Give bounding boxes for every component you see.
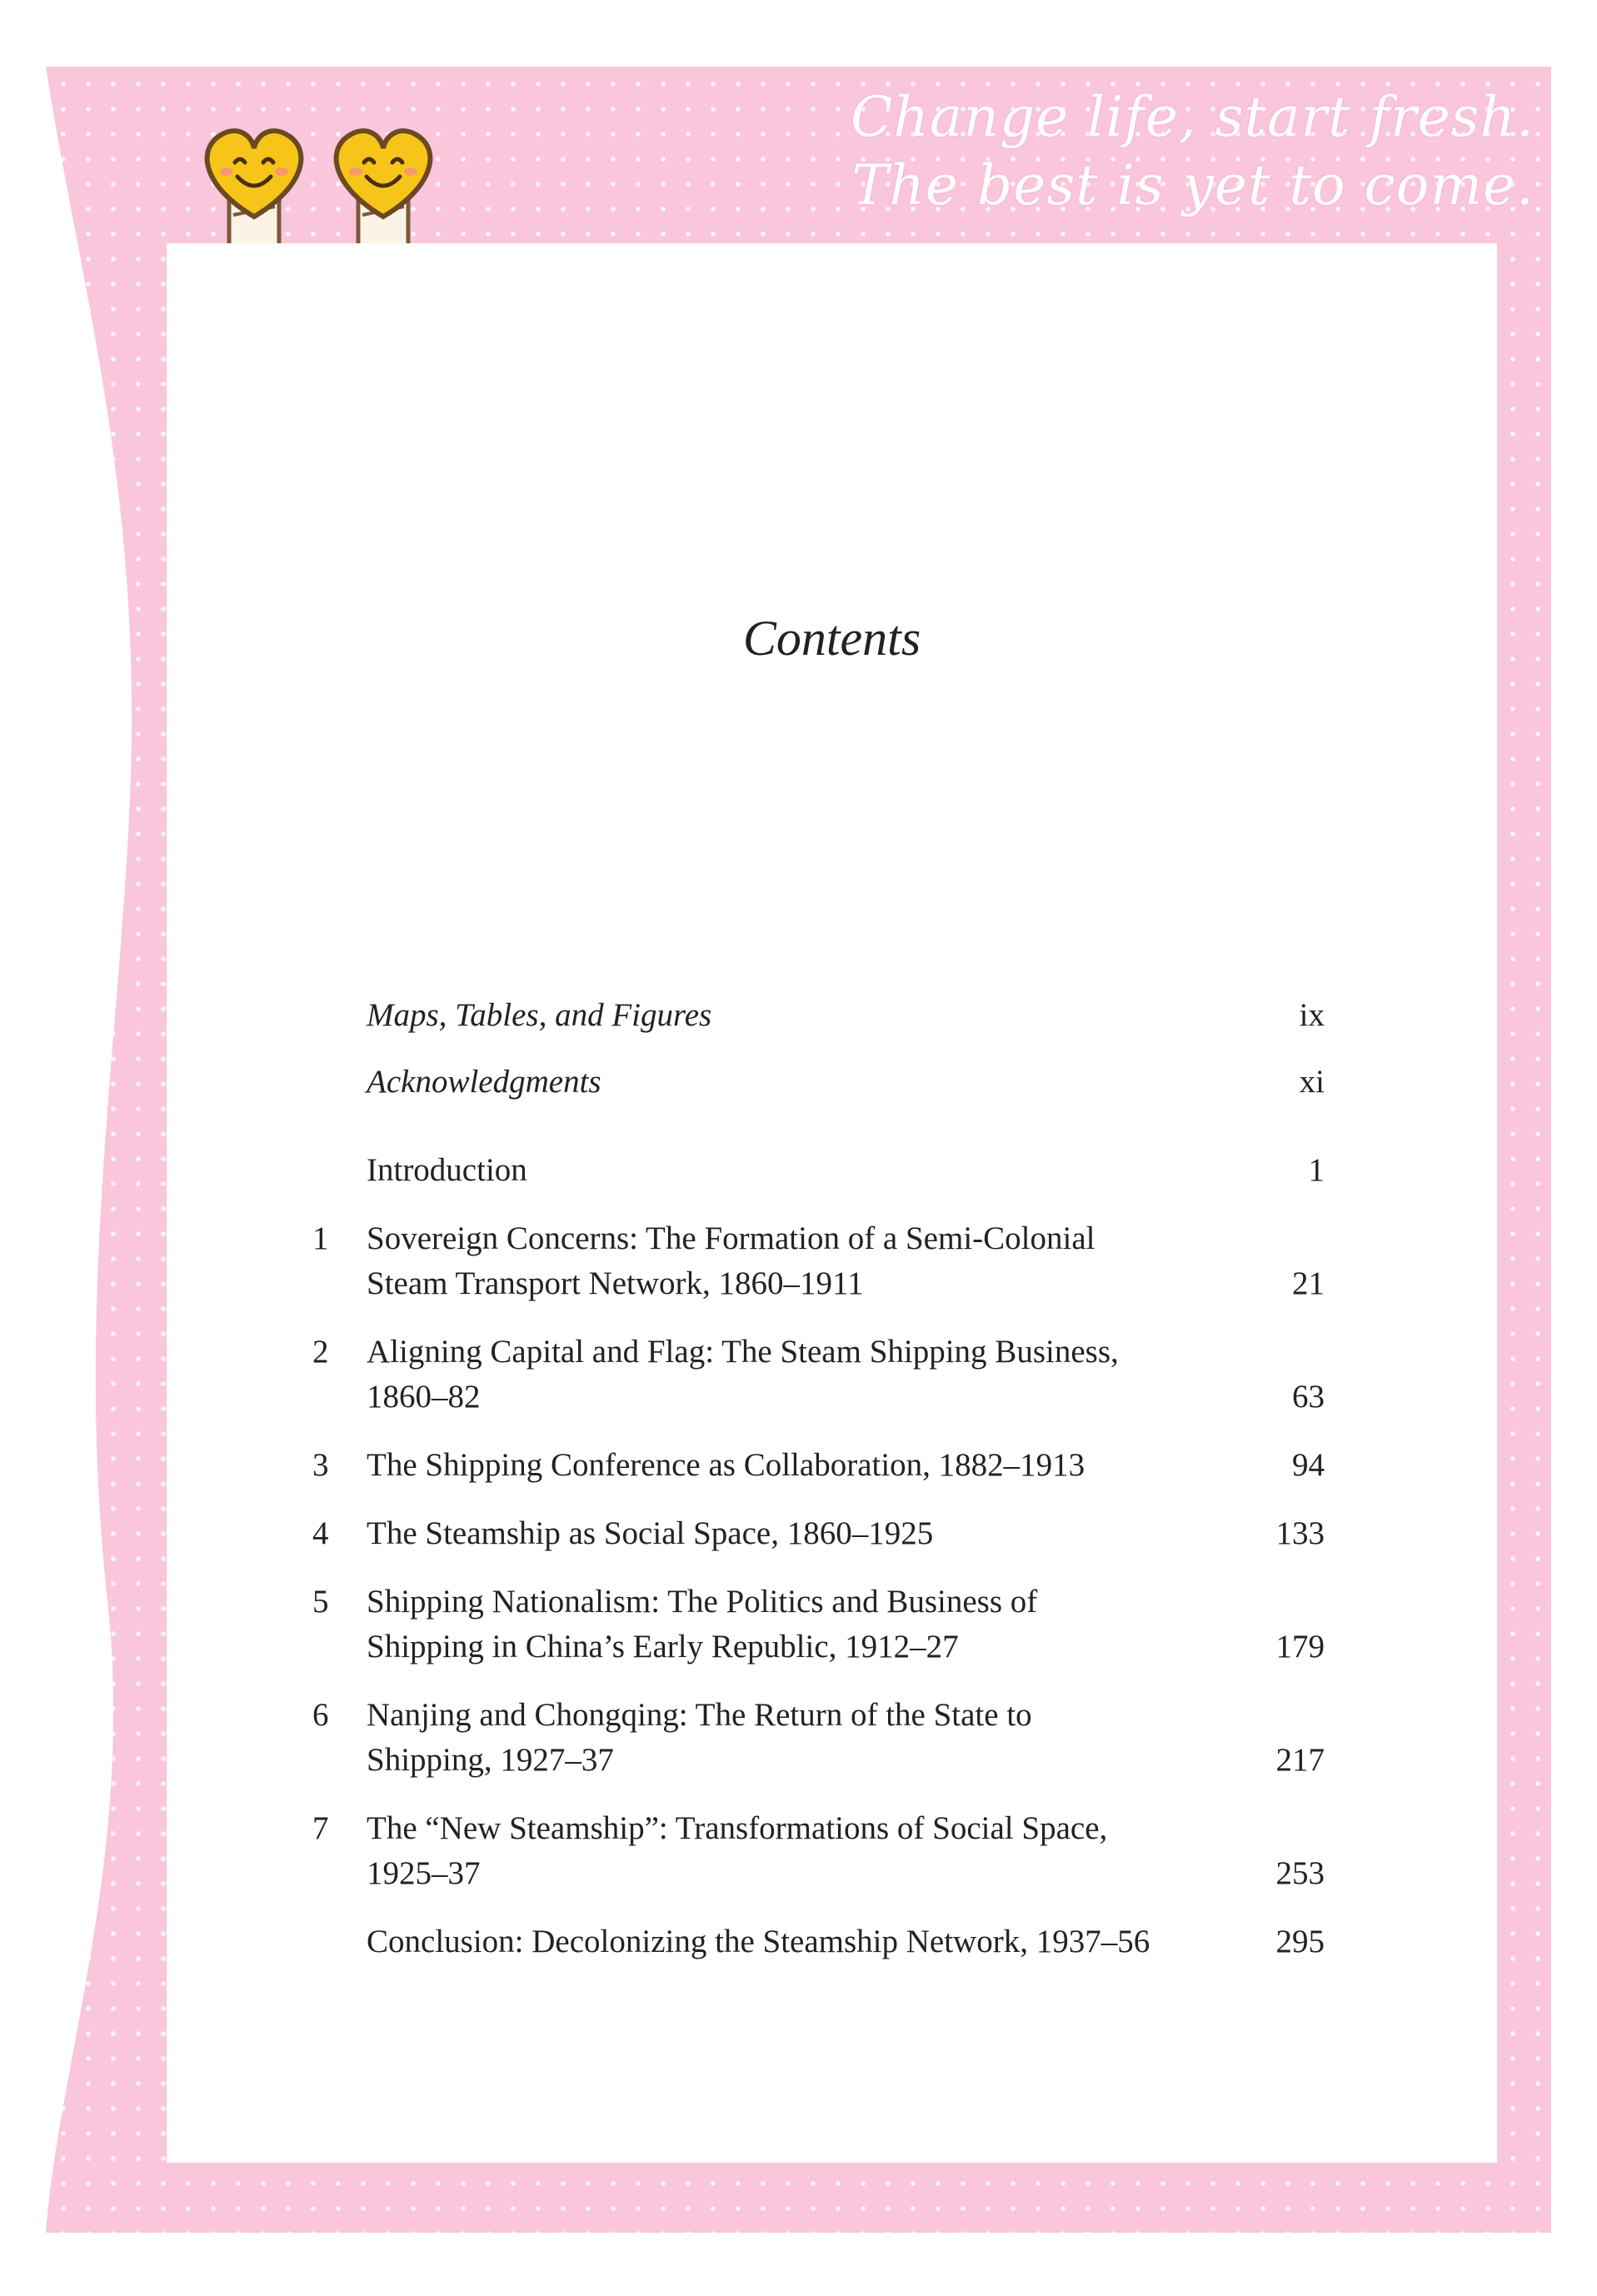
toc-page-number: 1 [1308, 1152, 1325, 1188]
toc-entry-title-line: Steam Transport Network, 1860–1911 [367, 1265, 864, 1301]
toc-entry-title: Introduction [367, 1152, 527, 1188]
toc-page-number: 63 [1292, 1379, 1325, 1415]
toc-entry-title-line: Shipping, 1927–37 [367, 1742, 614, 1778]
toc-entry [367, 1148, 1325, 1193]
toc-entry-title-line: Aligning Capital and Flag: The Steam Shipping Business, [367, 1334, 1119, 1370]
toc-page-number: 217 [1275, 1742, 1325, 1778]
toc-entry [367, 1919, 1325, 1964]
toc-entry [367, 1060, 1325, 1105]
toc-chapter-number: 4 [312, 1515, 329, 1551]
toc-chapter-number: 5 [312, 1584, 329, 1620]
toc-entry-title: Conclusion: Decolonizing the Steamship Network, 1937–56 [367, 1924, 1150, 1959]
toc-entry-title-line: 1925–37 [367, 1855, 481, 1891]
toc-page-number: ix [1299, 997, 1325, 1033]
toc-entry-title [367, 1216, 1225, 1306]
document-page [167, 243, 1497, 2163]
toc-entry-title-line: Sovereign Concerns: The Formation of a Semi-Colonial [367, 1220, 1095, 1256]
toc-page-number: xi [1299, 1064, 1325, 1100]
toc-entry-title-line: Nanjing and Chongqing: The Return of the State to [367, 1697, 1032, 1733]
toc-entry-title [367, 1580, 1225, 1670]
toc-entry-title-line: Shipping in China’s Early Republic, 1912–27 [367, 1629, 959, 1665]
heart-mascot-icon [321, 117, 446, 250]
wave-border-decoration [0, 67, 142, 2233]
toc-page-number: 133 [1275, 1515, 1325, 1551]
toc-entry [312, 1693, 1325, 1783]
toc-page-number: 295 [1275, 1924, 1325, 1959]
slogan-line-1: Change life, start fresh. [851, 85, 1535, 149]
toc-chapter-number: 7 [312, 1810, 329, 1846]
slogan [851, 83, 1535, 220]
toc-page-number: 253 [1275, 1855, 1325, 1891]
toc-entry-title-line: Shipping Nationalism: The Politics and Business of [367, 1584, 1038, 1620]
heart-mascot-icon [192, 117, 317, 250]
toc-entry-title: Maps, Tables, and Figures [367, 997, 712, 1033]
table-of-contents [312, 993, 1325, 1964]
toc-entry-title-line: 1860–82 [367, 1379, 481, 1415]
slogan-line-2: The best is yet to come. [851, 153, 1535, 217]
toc-page-number: 94 [1292, 1447, 1325, 1483]
toc-entry [312, 1511, 1325, 1556]
toc-chapter-number: 3 [312, 1447, 329, 1483]
toc-entry-title-line: The “New Steamship”: Transformations of Social Space, [367, 1810, 1108, 1846]
toc-page-number: 179 [1275, 1629, 1325, 1665]
toc-entry-title [367, 1330, 1225, 1420]
toc-entry [312, 1330, 1325, 1420]
toc-entry [312, 1443, 1325, 1488]
toc-entry-title [367, 1693, 1225, 1783]
toc-entry-title [367, 1806, 1225, 1896]
toc-entry [312, 1216, 1325, 1306]
toc-chapter-number: 2 [312, 1334, 329, 1370]
toc-entry-title: The Steamship as Social Space, 1860–1925 [367, 1515, 934, 1551]
toc-entry [312, 1806, 1325, 1896]
toc-entry [367, 993, 1325, 1038]
page-title: Contents [742, 611, 921, 666]
toc-chapter-number: 6 [312, 1697, 329, 1733]
toc-page-number: 21 [1292, 1265, 1325, 1301]
toc-entry [312, 1580, 1325, 1670]
toc-chapter-number: 1 [312, 1220, 329, 1256]
toc-entry-title: The Shipping Conference as Collaboration, 1882–1913 [367, 1447, 1085, 1483]
toc-entry-title: Acknowledgments [367, 1064, 601, 1100]
